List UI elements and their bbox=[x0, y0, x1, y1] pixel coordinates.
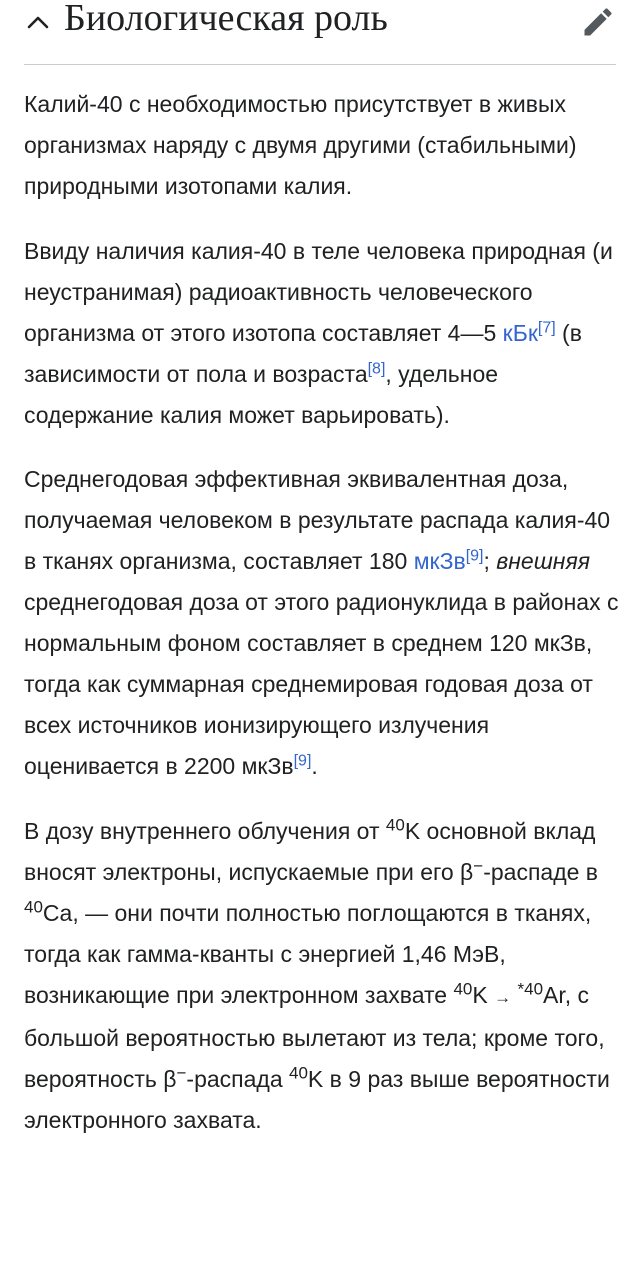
reference-link[interactable]: [9] bbox=[465, 547, 484, 565]
reference-9[interactable] bbox=[294, 752, 312, 769]
paragraph-text: среднегодовая доза от этого радионуклида в районах с нормальным фоном составляет в среднем 120 мкЗв, тогда как суммарная среднемировая годовая доза от всех источников ионизирующего излучения оценивается в 2200 мкЗв bbox=[24, 589, 619, 779]
unit-link-kbq[interactable]: кБк bbox=[502, 320, 538, 346]
paragraph-text: K bbox=[472, 982, 495, 1008]
pencil-icon[interactable] bbox=[580, 4, 616, 40]
charge-superscript: − bbox=[176, 1063, 187, 1083]
paragraph-text: -распаде в bbox=[483, 859, 599, 885]
charge-superscript: − bbox=[473, 856, 484, 876]
paragraph-text: Среднегодовая эффективная эквивалентная доза, получаемая человеком в результате распада калия-40 в тканях организма, составляет 180 bbox=[24, 466, 611, 574]
paragraph-text: -распада bbox=[186, 1066, 289, 1092]
paragraph-text: Ввиду наличия калия-40 в теле человека природная (и неустранимая) радиоактивность человеческого организма от этого изотопа составляет 4—5 bbox=[24, 238, 613, 346]
mass-number: 40 bbox=[24, 897, 43, 917]
reference-link[interactable]: [7] bbox=[537, 319, 556, 337]
mass-number: *40 bbox=[517, 979, 544, 999]
mass-number: 40 bbox=[453, 979, 473, 999]
paragraph-text: ; bbox=[483, 548, 497, 574]
paragraph-4 bbox=[24, 811, 620, 1141]
reference-link[interactable]: [9] bbox=[293, 752, 312, 770]
paragraph-3 bbox=[24, 459, 620, 787]
section-title: Биологическая роль bbox=[64, 0, 388, 39]
paragraph-1 bbox=[24, 84, 620, 207]
paragraph-text: (в зависимости от пола и возраста bbox=[24, 320, 582, 387]
reference-9[interactable] bbox=[466, 547, 484, 564]
paragraph-text: В дозу внутреннего облучения от bbox=[24, 818, 386, 844]
reference-link[interactable]: [8] bbox=[367, 360, 386, 378]
reference-8[interactable] bbox=[368, 360, 386, 377]
unit-link-microsievert[interactable]: мкЗв bbox=[413, 548, 466, 574]
reaction-arrow: → bbox=[494, 988, 512, 1007]
mass-number: 40 bbox=[385, 815, 405, 835]
paragraph-text: . bbox=[311, 753, 318, 779]
paragraph-text: , удельное содержание калия может варьировать). bbox=[24, 361, 499, 428]
section-content bbox=[24, 84, 620, 1165]
chevron-up-icon[interactable] bbox=[24, 8, 52, 36]
paragraph-text: Ar, с большой вероятностью вылетают из тела; кроме того, вероятность β bbox=[24, 982, 605, 1092]
paragraph-text: Калий-40 с необходимостью присутствует в живых организмах наряду с двумя другими (стабильными) природными изотопами калия. bbox=[24, 91, 577, 199]
section-divider bbox=[24, 64, 616, 65]
mass-number: 40 bbox=[289, 1063, 308, 1083]
paragraph-text: Ca, — они почти полностью поглощаются в тканях, тогда как гамма-кванты с энергией 1,46 МэВ, возникающие при электронном захвате bbox=[24, 900, 592, 1008]
paragraph-2 bbox=[24, 231, 620, 436]
reference-7[interactable] bbox=[538, 319, 556, 336]
paragraph-text: K основной вклад вносят электроны, испускаемые при его β bbox=[24, 818, 596, 885]
paragraph-text: K в 9 раз выше вероятности электронного захвата. bbox=[24, 1066, 610, 1133]
italic-text: внешняя bbox=[496, 548, 591, 574]
section-header bbox=[0, 0, 640, 64]
